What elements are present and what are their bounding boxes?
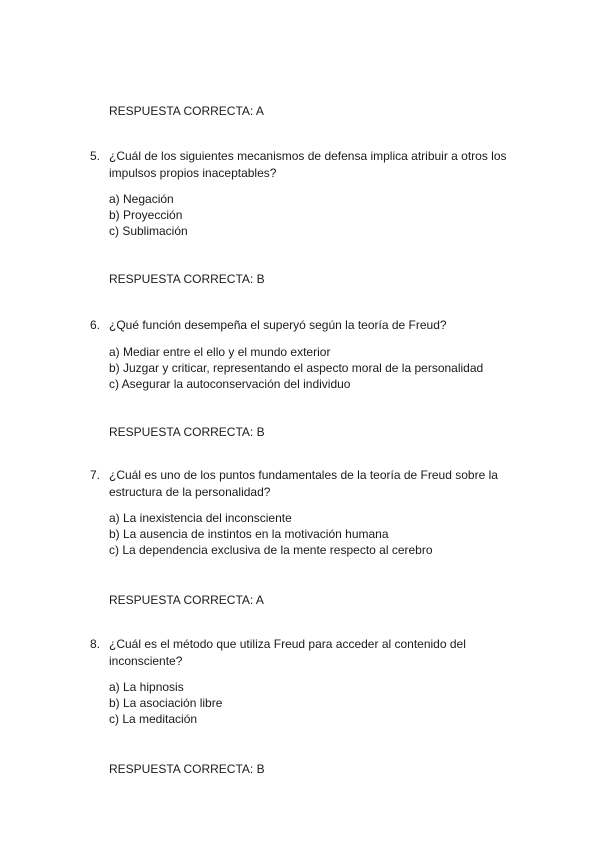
- option-a: a) La hipnosis: [109, 680, 184, 694]
- question-text: ¿Qué función desempeña el superyó según la teoría de Freud?: [109, 318, 447, 332]
- option-a: a) La inexistencia del inconsciente: [109, 511, 292, 525]
- question-6: [90, 317, 530, 392]
- question-number: 8.: [90, 637, 101, 651]
- option-b: b) Juzgar y criticar, representando el aspecto moral de la personalidad: [109, 360, 484, 375]
- option-c: c) Sublimación: [109, 224, 188, 238]
- option-b: b) La asociación libre: [109, 696, 223, 710]
- question-text: ¿Cuál de los siguientes mecanismos de defensa implica atribuir a otros los impulsos propios inaceptables?: [109, 149, 507, 180]
- option-b: b) La ausencia de instintos en la motivación humana: [109, 527, 389, 541]
- answer-line: RESPUESTA CORRECTA: B: [109, 272, 265, 286]
- question-8: [90, 636, 530, 727]
- answer-line: RESPUESTA CORRECTA: B: [109, 762, 265, 776]
- question-7: [90, 467, 530, 558]
- option-b: b) Proyección: [109, 208, 183, 222]
- option-list: [109, 191, 530, 239]
- option-c: c) La meditación: [109, 712, 198, 726]
- question-number: 7.: [90, 468, 101, 482]
- question-text: ¿Cuál es uno de los puntos fundamentales de la teoría de Freud sobre la estructura de la personalidad?: [109, 468, 498, 499]
- option-c: c) La dependencia exclusiva de la mente respecto al cerebro: [109, 543, 433, 557]
- question-text: ¿Cuál es el método que utiliza Freud para acceder al contenido del inconsciente?: [109, 637, 466, 668]
- answer-line: RESPUESTA CORRECTA: A: [109, 593, 264, 607]
- answer-line: RESPUESTA CORRECTA: B: [109, 425, 265, 439]
- option-c: c) Asegurar la autoconservación del individuo: [109, 376, 351, 391]
- question-5: [90, 148, 530, 239]
- option-list: [109, 510, 530, 558]
- question-number: 5.: [90, 149, 101, 163]
- answer-line: RESPUESTA CORRECTA: A: [109, 104, 264, 118]
- question-number: 6.: [90, 318, 101, 332]
- option-list: [109, 679, 530, 727]
- option-a: a) Negación: [109, 192, 174, 206]
- option-list: [109, 344, 530, 392]
- option-a: a) Mediar entre el ello y el mundo exterior: [109, 344, 331, 359]
